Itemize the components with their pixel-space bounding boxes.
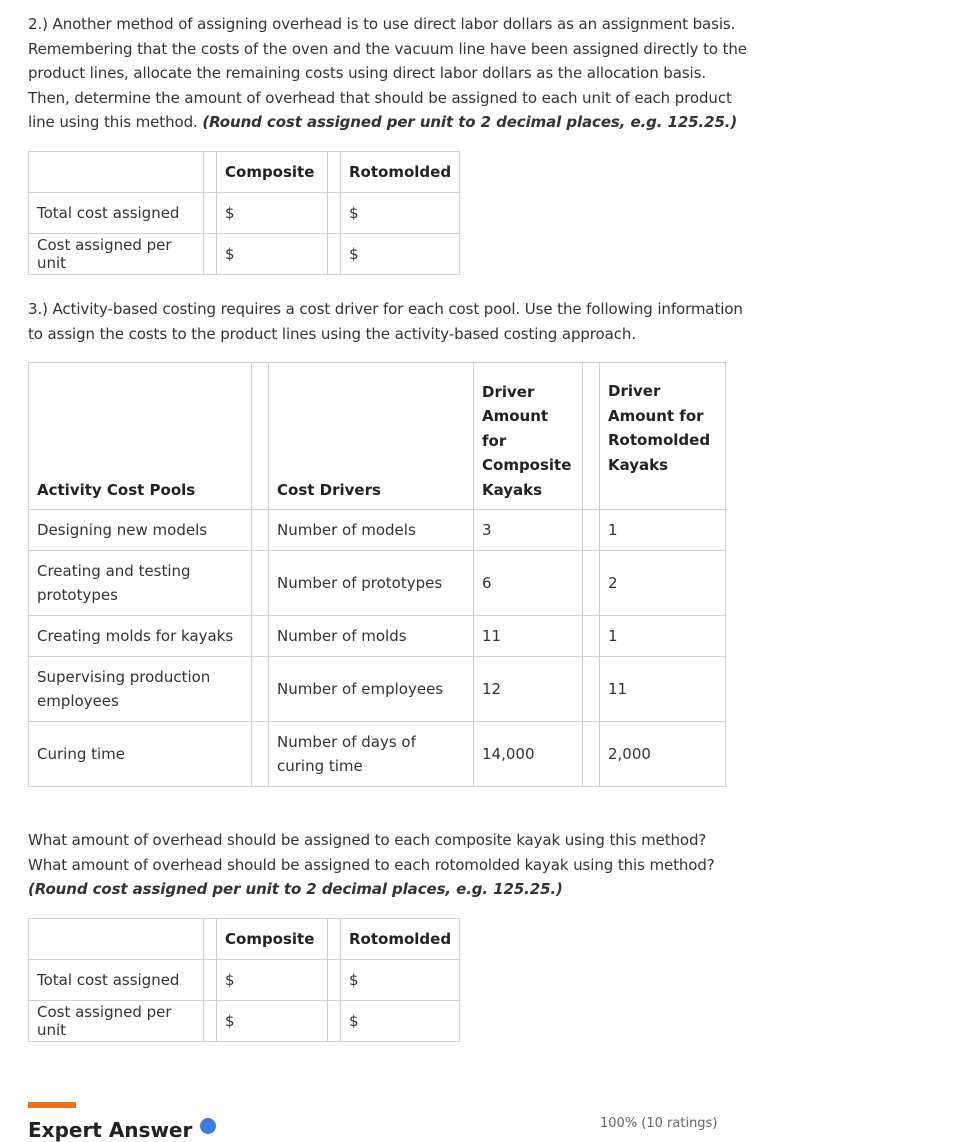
abc-cost-driver-table: [28, 362, 726, 787]
col-driver-amount-composite: Driver Amount for Composite Kayaks: [474, 363, 583, 510]
composite-total-input[interactable]: $: [217, 193, 328, 234]
driver-amount-composite: 3: [474, 510, 583, 551]
activity-pool: Curing time: [29, 722, 252, 787]
question-3-text: 3.) Activity-based costing requires a cost driver for each cost pool. Use the following information to assign the costs to the product lines using the activity-based costing approach.: [28, 300, 743, 343]
table-header-row: [29, 919, 460, 960]
q4-rounding-note: (Round cost assigned per unit to 2 decimal places, e.g. 125.25.): [28, 880, 563, 898]
answer-rating[interactable]: 100% (10 ratings): [600, 1116, 718, 1131]
rotomolded-total-input[interactable]: $: [341, 960, 460, 1001]
cost-driver: Number of models: [269, 510, 474, 551]
section-accent-bar: [28, 1102, 76, 1108]
row-label: Total cost assigned: [29, 960, 204, 1001]
q2-rounding-note: (Round cost assigned per unit to 2 decimal places, e.g. 125.25.): [202, 113, 738, 131]
verified-badge-icon: [200, 1118, 216, 1134]
cost-driver: Number of prototypes: [269, 551, 474, 616]
driver-amount-rotomolded: 1: [600, 510, 726, 551]
cost-driver: Number of molds: [269, 616, 474, 657]
table-row: [29, 1001, 460, 1042]
overhead-abc-table: [28, 918, 460, 1042]
driver-amount-rotomolded: 1: [600, 616, 726, 657]
row-label: Cost assigned per unit: [29, 234, 204, 275]
question-4-text: [28, 828, 740, 902]
driver-amount-rotomolded: 2,000: [600, 722, 726, 787]
composite-per-unit-input[interactable]: $: [217, 234, 328, 275]
table-row: [29, 234, 460, 275]
rotomolded-per-unit-input[interactable]: $: [341, 1001, 460, 1042]
table-header-row: [29, 363, 726, 510]
driver-amount-composite: 11: [474, 616, 583, 657]
col-composite: Composite: [217, 919, 328, 960]
question-2-text: [28, 12, 748, 135]
table-row: [29, 551, 726, 616]
table-row: [29, 722, 726, 787]
col-activity-cost-pools: Activity Cost Pools: [29, 363, 252, 510]
activity-pool: Creating molds for kayaks: [29, 616, 252, 657]
q2-body: 2.) Another method of assigning overhead is to use direct labor dollars as an assignment basis. Remembering that the costs of the oven and the vacuum line have been assigned directly to the product lines, allocate the remaining costs using direct labor dollars as the allocation basis. Then, determine the amount of overhead that should be assigned to each unit of each product line using this method.: [28, 15, 747, 131]
col-rotomolded: Rotomolded: [341, 919, 460, 960]
table-row: [29, 657, 726, 722]
activity-pool: Supervising production employees: [29, 657, 252, 722]
activity-pool: Designing new models: [29, 510, 252, 551]
row-label: Cost assigned per unit: [29, 1001, 204, 1042]
rotomolded-total-input[interactable]: $: [341, 193, 460, 234]
col-composite: Composite: [217, 152, 328, 193]
composite-per-unit-input[interactable]: $: [217, 1001, 328, 1042]
activity-pool: Creating and testing prototypes: [29, 551, 252, 616]
table-row: [29, 193, 460, 234]
overhead-dl-table: [28, 151, 460, 275]
table-row: [29, 510, 726, 551]
col-cost-drivers: Cost Drivers: [269, 363, 474, 510]
row-label: Total cost assigned: [29, 193, 204, 234]
cost-driver: Number of employees: [269, 657, 474, 722]
cost-driver: Number of days of curing time: [269, 722, 474, 787]
driver-amount-composite: 12: [474, 657, 583, 722]
rotomolded-per-unit-input[interactable]: $: [341, 234, 460, 275]
q4-body: What amount of overhead should be assigned to each composite kayak using this method? What amount of overhead should be assigned to each rotomolded kayak using this method?: [28, 831, 715, 874]
col-rotomolded: Rotomolded: [341, 152, 460, 193]
table-header-row: [29, 152, 460, 193]
driver-amount-rotomolded: 11: [600, 657, 726, 722]
driver-amount-rotomolded: 2: [600, 551, 726, 616]
composite-total-input[interactable]: $: [217, 960, 328, 1001]
table-row: [29, 960, 460, 1001]
col-driver-amount-rotomolded: Driver Amount for Rotomolded Kayaks: [600, 363, 726, 510]
driver-amount-composite: 6: [474, 551, 583, 616]
expert-answer-heading: Expert Answer: [28, 1118, 193, 1142]
driver-amount-composite: 14,000: [474, 722, 583, 787]
table-row: [29, 616, 726, 657]
